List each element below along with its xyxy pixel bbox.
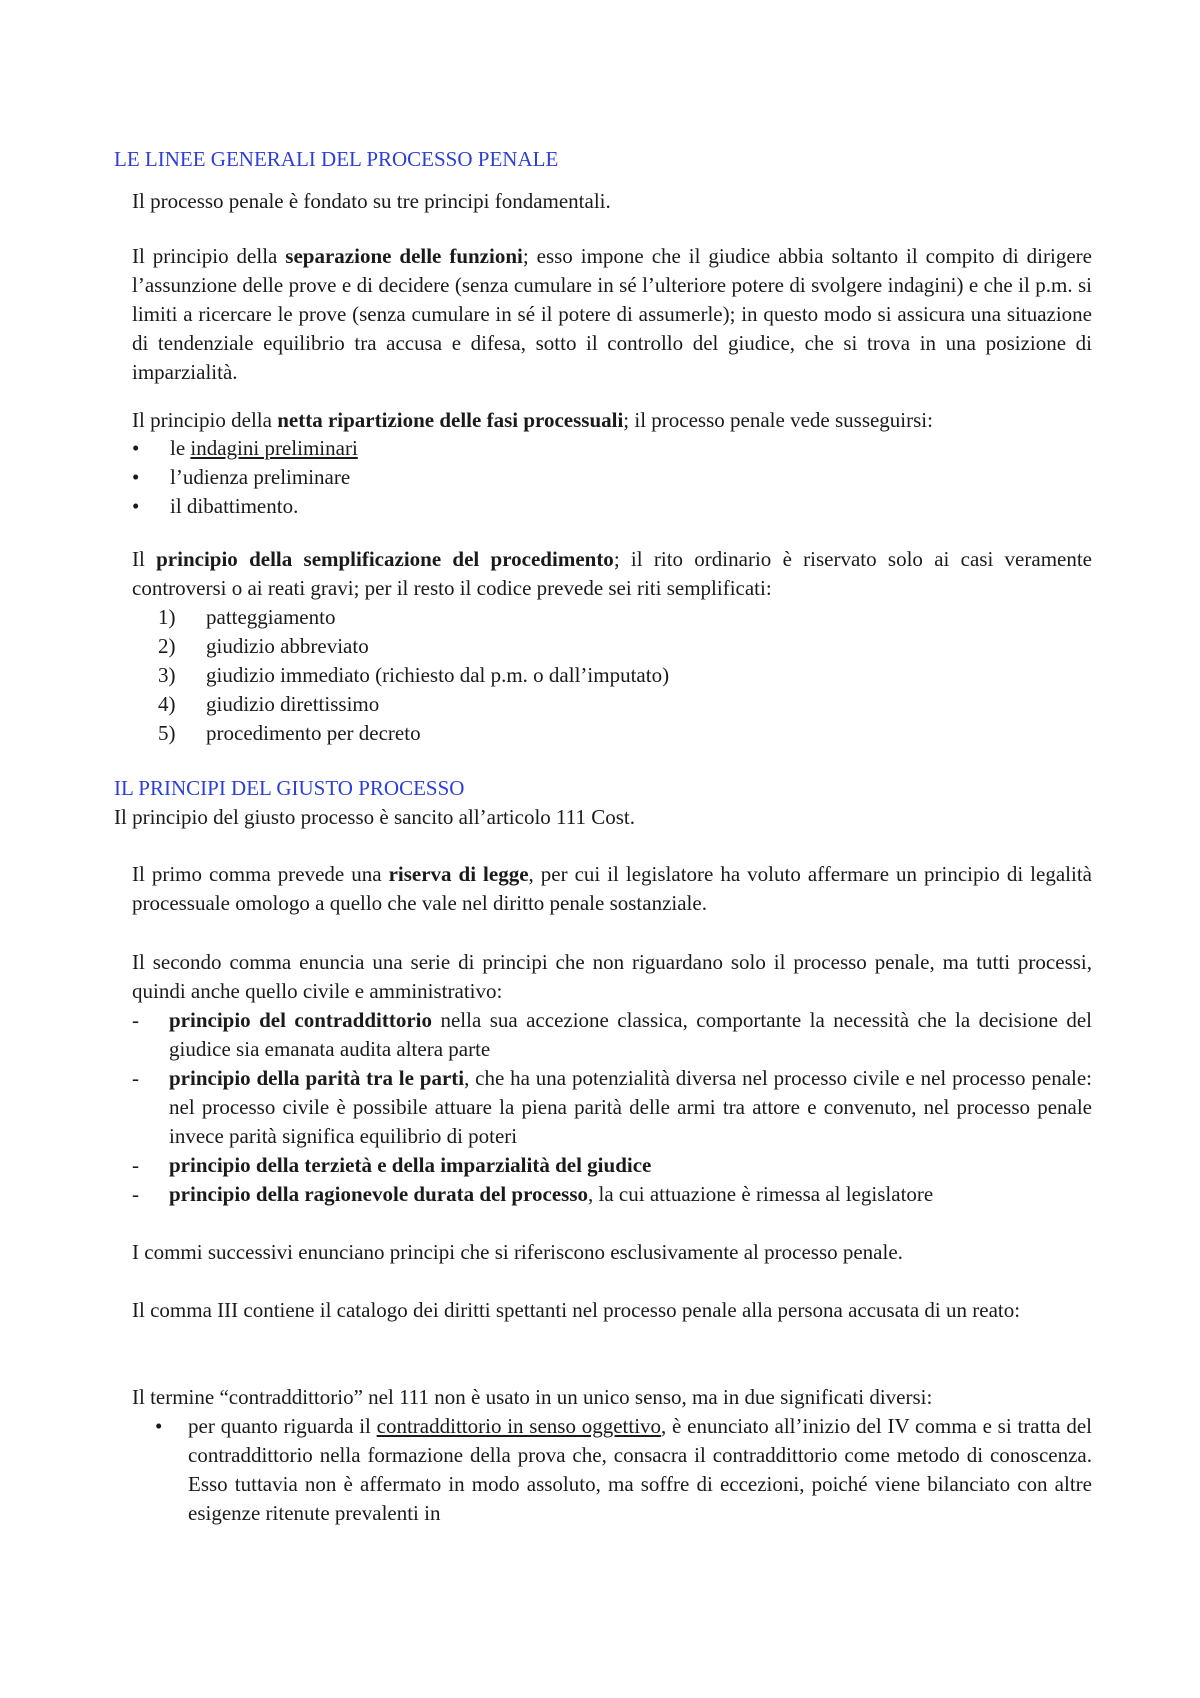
list-number: 3)	[158, 663, 176, 687]
list-item-text: giudizio immediato (richiesto dal p.m. o dall’imputato)	[206, 663, 670, 687]
list-item	[158, 661, 669, 690]
bold-term: separazione delle funzioni	[285, 244, 523, 268]
paragraph-separazione-funzioni	[132, 242, 1092, 387]
bold-term: riserva di legge	[388, 862, 529, 886]
text-run: nella sua accezione classica, comportante la necessità che la decisione del giudice sia emanata audita altera parte	[169, 1008, 1093, 1061]
list-item-text: patteggiamento	[206, 605, 336, 629]
list-item-text	[169, 1006, 1092, 1064]
list-item-text	[169, 1064, 1092, 1151]
bold-term: principio della semplificazione del procedimento	[156, 547, 614, 571]
bold-term: principio del contraddittorio	[169, 1008, 433, 1032]
section-heading-giusto-processo: IL PRINCIPI DEL GIUSTO PROCESSO	[114, 776, 465, 800]
dash-marker: -	[132, 1066, 139, 1090]
list-item	[158, 690, 379, 719]
list-item	[132, 492, 298, 521]
list-item-text	[170, 434, 358, 463]
list-item	[132, 1151, 1092, 1180]
dash-marker: -	[132, 1182, 139, 1206]
text-run: Il primo comma prevede una	[132, 862, 389, 886]
paragraph-riserva-legge	[132, 860, 1092, 918]
section-heading-linee-generali: LE LINEE GENERALI DEL PROCESSO PENALE	[114, 147, 559, 171]
list-number: 5)	[158, 721, 176, 745]
list-item-text: il dibattimento.	[170, 494, 299, 518]
list-item	[132, 1064, 1092, 1151]
list-item	[132, 1180, 1092, 1209]
list-item-text	[169, 1151, 1092, 1180]
bold-term: principio della parità tra le parti	[169, 1066, 465, 1090]
underlined-term: indagini preliminari	[190, 436, 358, 460]
list-item-text: giudizio abbreviato	[206, 634, 369, 658]
paragraph-secondo-comma: Il secondo comma enuncia una serie di principi che non riguardano solo il processo penale, ma tutti processi, quindi anche quello civile e amministrativo:	[132, 950, 1092, 1003]
text-run: , la cui attuazione è rimessa al legislatore	[588, 1182, 934, 1206]
paragraph-termine-contraddittorio: Il termine “contraddittorio” nel 111 non è usato in un unico senso, ma in due significati diversi:	[132, 1385, 933, 1409]
list-number: 2)	[158, 634, 176, 658]
list-item	[132, 463, 350, 492]
text-run: Il	[132, 547, 157, 571]
paragraph-comma-iii: Il comma III contiene il catalogo dei diritti spettanti nel processo penale alla persona accusata di un reato:	[132, 1298, 1021, 1322]
list-item-text: giudizio direttissimo	[206, 692, 380, 716]
bold-term: principio della ragionevole durata del processo	[169, 1182, 589, 1206]
bullet-icon: •	[132, 436, 140, 460]
intro-paragraph: Il processo penale è fondato su tre principi fondamentali.	[132, 189, 611, 213]
text-run: , è enunciato all’inizio del IV comma e si tratta del contraddittorio nella formazione della prova che, consacra il contraddittorio come metodo di conoscenza. Esso tuttavia non è affermato in modo assoluto, ma soffre di eccezioni, poiché viene bilanciato con altre esigenze ritenute prevalenti in	[188, 1414, 1092, 1525]
list-item-text: l’udienza preliminare	[170, 465, 351, 489]
text-run: ; esso impone che il giudice abbia soltanto il compito di dirigere l’assunzione delle prove e di decidere (senza cumulare in sé l’ulteriore potere di svolgere indagini) e che il p.m. si limiti a ricercare le prove (senza cumulare in sé il potere di assumerle); in questo modo si assicura una situazione di tendenziale equilibrio tra accusa e difesa, sotto il controllo del giudice, che si trova in una posizione di imparzialità.	[132, 244, 1092, 384]
list-item	[158, 603, 335, 632]
text-run: Il principio della	[132, 244, 286, 268]
bold-term: netta ripartizione delle fasi processuali	[277, 408, 624, 432]
list-number: 4)	[158, 692, 176, 716]
list-item-text: procedimento per decreto	[206, 721, 421, 745]
text-run: , per cui il legislatore ha voluto affermare un principio di legalità processuale omologo a quello che vale nel diritto penale sostanziale.	[132, 862, 1092, 915]
paragraph-semplificazione	[132, 545, 1092, 603]
text-run: Il principio della	[132, 408, 278, 432]
list-item-text	[169, 1180, 1092, 1209]
list-item	[158, 719, 421, 748]
dash-marker: -	[132, 1008, 139, 1032]
list-item	[155, 1412, 1092, 1528]
bold-term: principio della terzietà e della imparzialità del giudice	[169, 1153, 652, 1177]
intro-paragraph-giusto-processo: Il principio del giusto processo è sancito all’articolo 111 Cost.	[114, 805, 636, 829]
list-item	[158, 632, 369, 661]
paragraph-commi-successivi: I commi successivi enunciano principi che si riferiscono esclusivamente al processo penale.	[132, 1240, 903, 1264]
list-item	[132, 1006, 1092, 1064]
text-run: le	[170, 436, 191, 460]
text-run: , che ha una potenzialità diversa nel processo civile e nel processo penale: nel processo civile è possibile attuare la piena parità delle armi tra attore e convenuto, nel processo penale invece parità significa equilibrio di poteri	[169, 1066, 1092, 1148]
list-number: 1)	[158, 605, 176, 629]
text-run: per quanto riguarda il	[188, 1414, 377, 1438]
paragraph-ripartizione-fasi	[132, 406, 1112, 435]
list-item-text	[188, 1412, 1092, 1528]
underlined-term: contraddittorio in senso oggettivo	[376, 1414, 662, 1438]
bullet-icon: •	[132, 494, 140, 518]
bullet-icon: •	[132, 465, 140, 489]
bullet-icon: •	[155, 1414, 163, 1438]
text-run: ; il processo penale vede susseguirsi:	[623, 408, 933, 432]
dash-marker: -	[132, 1153, 139, 1177]
text-run: ; il rito ordinario è riservato solo ai casi veramente controversi o ai reati gravi; per il resto il codice prevede sei riti semplificati:	[132, 547, 1093, 600]
list-item	[132, 434, 358, 463]
